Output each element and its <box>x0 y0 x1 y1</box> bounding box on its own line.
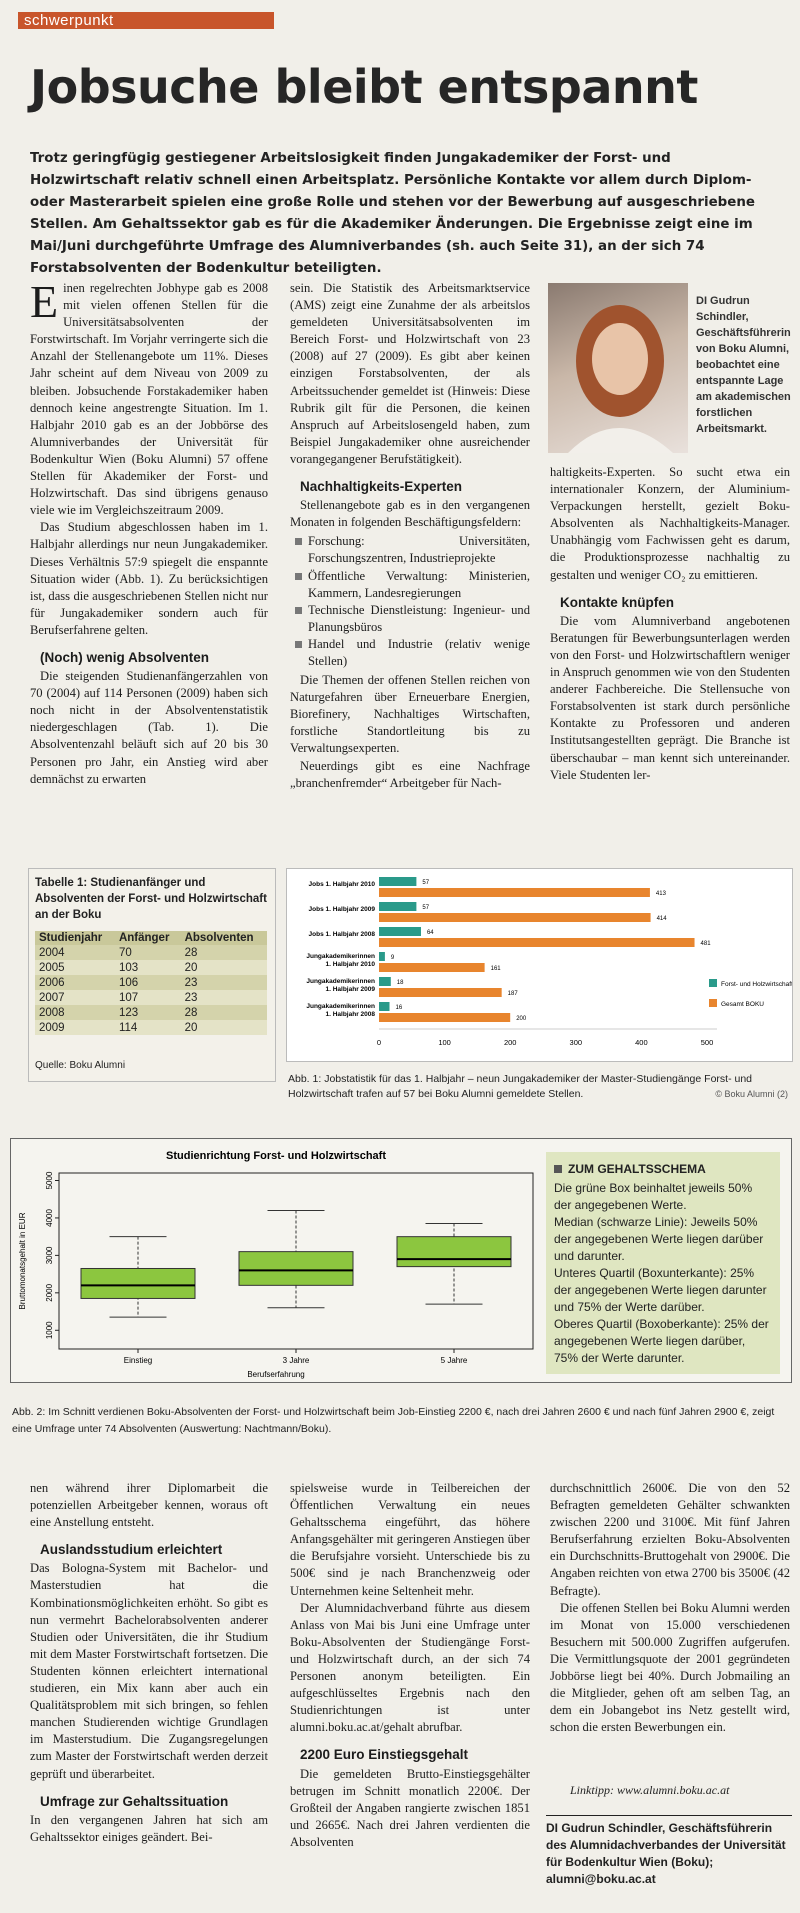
category-label: Jungakademikerinnen 1. Halbjahr 2009 <box>306 978 375 993</box>
data-table <box>35 931 267 1035</box>
info-box-line: Unteres Quartil (Boxunterkante): 25% der angegebenen Werte liegen darunter und 75% der Werte darüber. <box>554 1266 767 1314</box>
tick-label: 200 <box>503 1038 517 1047</box>
bar <box>379 1002 389 1011</box>
table-cell: 20 <box>181 960 267 975</box>
category-label: Einstieg <box>123 1356 153 1365</box>
bar-chart-svg <box>287 869 792 1061</box>
data-label: 481 <box>700 941 711 947</box>
list-item: Technische Dienstleistung: Ingenieur- und Planungsbüros <box>290 602 530 636</box>
table-row <box>35 990 267 1005</box>
legend-swatch <box>709 999 717 1007</box>
link-tip: Linktipp: www.alumni.boku.ac.at <box>570 1783 730 1797</box>
bar <box>379 977 391 986</box>
column-header: Anfänger <box>115 931 181 945</box>
tick-label: 100 <box>438 1038 451 1047</box>
paragraph: Die steigenden Studienanfängerzahlen von 70 (2004) auf 114 Personen (2009) haben sich noch nicht in der Absolventenstatistik niedergeschlagen (Tab. 1). Die Absolventenzahl beläuft sich auf 20 bis 30 Personen pro Jahr, ein Anstieg wird aber demnächst zu erwarten <box>30 669 268 786</box>
category-label: Jungakademikerinnen 1. Halbjahr 2010 <box>306 953 375 968</box>
tick-label: 4000 <box>45 1209 54 1227</box>
bar <box>379 913 651 922</box>
figure-2-caption: Abb. 2: Im Schnitt verdienen Boku-Absolventen der Forst- und Holzwirtschaft beim Job-Einstieg 2200 €, nach drei Jahren 2600 € und nach fünf Jahren 2900 €, zeigt eine Umfrage unter 74 Absolventen (Auswertung: Nachtmann/Boku). <box>12 1406 775 1435</box>
table-row <box>35 975 267 990</box>
data-label: 161 <box>490 966 501 972</box>
table-cell: 23 <box>181 990 267 1005</box>
section-tag: schwerpunkt <box>18 12 274 29</box>
bar <box>379 1013 510 1022</box>
data-label: 413 <box>655 891 666 897</box>
list-item: Handel und Industrie (relativ wenige Stellen) <box>290 636 530 670</box>
article-column-1 <box>30 276 268 788</box>
info-box-line: Die grüne Box beinhaltet jeweils 50% der angegebenen Werte. <box>554 1181 753 1212</box>
category-label: Jungakademikerinnen 1. Halbjahr 2008 <box>306 1003 375 1018</box>
info-box-line: Oberes Quartil (Boxoberkante): 25% der angegebenen Werte liegen darüber, 75% der Werte darunter. <box>554 1317 769 1365</box>
tick-label: 400 <box>635 1038 648 1047</box>
category-label: Jobs 1. Halbjahr 2010 <box>308 881 375 888</box>
data-label: 200 <box>516 1016 527 1022</box>
table-cell: 2006 <box>35 975 115 990</box>
caption-text: Abb. 1: Jobstatistik für das 1. Halbjahr – neun Jungakademiker der Master-Studiengänge Forst- und Holzwirtschaft trafen auf 57 bei Boku Alumni gemeldete Stellen. <box>288 1073 753 1100</box>
table-cell: 2008 <box>35 1005 115 1020</box>
paragraph: Die gemeldeten Brutto-Einstiegsgehälter betrugen im Schnitt monatlich 2200€. Der Großteil der Angaben rangierte zwischen 1851 und 2665€. Nach drei Jahren verdienten die Absolventen <box>290 1766 530 1849</box>
table-row <box>35 960 267 975</box>
bar <box>379 888 650 897</box>
bar <box>379 877 416 886</box>
table-cell: 70 <box>115 945 181 960</box>
table-cell: 103 <box>115 960 181 975</box>
paragraph: durchschnittlich 2600€. Die von den 52 Befragten gemeldeten Gehälter schwankten zwischen 2200 und 3100€. Mit fünf Jahren Berufserfahrung erzielten Boku-Absolventen ein Durchschnitts-Bruttogehalt von 2900€. Die Angaben reichten von etwa 2700 bis 3500€ (42 Befragte). <box>550 1481 790 1598</box>
job-statistics-chart <box>286 868 793 1062</box>
table-cell: 2009 <box>35 1020 115 1035</box>
list-item: Öffentliche Verwaltung: Ministerien, Kammern, Landesregierungen <box>290 568 530 602</box>
paragraph: spielsweise wurde in Teilbereichen der Öffentlichen Verwaltung ein neues Gehaltsschema eingeführt, das höhere Anfangsgehälter mit geringeren Anstiegen über die Berufsjahre vorsieht. Unterschiede bis zu 500€ sind je nach Branchenzweig oder Unternehmen keine Seltenheit mehr. <box>290 1481 530 1598</box>
box-plot-svg <box>11 1139 541 1382</box>
salary-info-box <box>546 1152 780 1374</box>
box <box>397 1237 511 1267</box>
bar <box>379 902 416 911</box>
paragraph: Neuerdings gibt es eine Nachfrage „branchenfremder“ Arbeitgeber für Nach- <box>290 758 530 790</box>
table-cell: 107 <box>115 990 181 1005</box>
table-source: Quelle: Boku Alumni <box>35 1060 126 1071</box>
paragraph: In den vergangenen Jahren hat sich am Gehaltssektor einiges geändert. Bei- <box>30 1812 268 1844</box>
data-label: 57 <box>422 905 430 911</box>
chart-title: Studienrichtung Forst- und Holzwirtschaft <box>166 1150 386 1162</box>
category-label: 3 Jahre <box>282 1356 310 1365</box>
paragraph: haltigkeits-Experten. So sucht etwa ein internationaler Konzern, der Aluminium-Verpackungen herstellt, gezielt Boku-Absolventen als Nachhaltigkeits-Manager. Unabhängig vom Fachwissen geht es darum, die Produktionsprozesse nachhaltig zu gestalten und weniger CO₂ zu emittieren. <box>550 465 790 582</box>
paragraph: Die vom Alumniverband angebotenen Beratungen für Bewerbungsunterlagen werden von den Forst- und Holzwirtschaftlern weniger in Anspruch genommen wie von den Studenten anderer Fachbereiche. Die Stellensuche von Forstabsolventen ist stark durch persönliche Kontakte zu Professoren und anderen Institutsangestellten geprägt. Die Branche ist überschaubar – man kennt sich untereinander. Viele Studenten ler- <box>550 613 790 782</box>
subheading: Kontakte knüpfen <box>560 594 675 610</box>
category-label: 5 Jahre <box>440 1356 468 1365</box>
tick-label: 2000 <box>45 1283 54 1302</box>
image-credit: © Boku Alumni (2) <box>715 1089 788 1099</box>
paragraph: Der Alumnidachverband führte aus diesem Anlass von Mai bis Juni eine Umfrage unter Boku-Absolventen der Studiengänge Forst- und Holzwirtschaft durch, an der sich 74 Personen anonym beteiligten. Ein aufgeschlüsseltes Ergebnis nach den Studienrichtungen ist unter alumni.boku.ac.at/gehalt abrufbar. <box>290 1600 530 1735</box>
bar <box>379 988 502 997</box>
article-column-2 <box>290 280 530 792</box>
subheading: Auslandsstudium erleichtert <box>40 1542 223 1558</box>
paragraph: sein. Die Statistik des Arbeitsmarktservice (AMS) zeigt eine Zunahme der als arbeitslos gemeldeten Universitätsabsolventen im Bereich Forst- und Holzwirtschaft von 23 (2008) auf 27 (2009). Es gibt aber keinen einzigen Forstabsolventen, der als Arbeitssuchender gemeldet ist (Hinweis: Diese Rubrik gilt für die Personen, die keinen Anspruch auf Arbeitslosengeld haben, zum Beispiel Jungakademiker ohne ausreichender vorangegangener Berufstätigkeit). <box>290 281 530 466</box>
table-cell: 28 <box>181 1005 267 1020</box>
category-label: Jobs 1. Halbjahr 2009 <box>308 906 375 913</box>
data-label: 16 <box>395 1005 403 1011</box>
table-row <box>35 1020 267 1035</box>
legend-swatch <box>709 979 717 987</box>
info-box-line: Median (schwarze Linie): Jeweils 50% der angegebenen Werte liegen darüber und darunter. <box>554 1215 764 1263</box>
paragraph: nen während ihrer Diplomarbeit die potenziellen Arbeitgeber kennen, woraus oft eine Anstellung entsteht. <box>30 1481 268 1530</box>
tick-label: 0 <box>376 1038 382 1047</box>
column-header: Absolventen <box>181 931 267 945</box>
author-info: DI Gudrun Schindler, Geschäftsführerin des Alumnidachverbandes der Universität für Bodenkultur Wien (Boku); alumni@boku.ac.at <box>546 1815 792 1888</box>
table-cell: 114 <box>115 1020 181 1035</box>
bar <box>379 963 485 972</box>
bar <box>379 927 421 936</box>
lead-paragraph: Trotz geringfügig gestiegener Arbeitslosigkeit finden Jungakademiker der Forst- und Holzwirtschaft relativ schnell einen Arbeitsplatz. Persönliche Kontakte vor allem durch Diplom- oder Masterarbeit spielen eine große Rolle und stehen vor der Bewerbung auf ausgeschriebene Stellen. Am Gehaltssektor gab es für die Akademiker Änderungen. Die Ergebnisse zeigt eine im Mai/Juni durchgeführte Umfrage des Alumniverbandes (sh. auch Seite 31), an der sich 74 Forstabsolventen der Bodenkultur beteiligten. <box>30 151 755 276</box>
data-label: 187 <box>507 991 518 997</box>
box <box>239 1252 353 1286</box>
article-column-5 <box>290 1480 530 1851</box>
x-axis-label: Berufserfahrung <box>247 1370 305 1379</box>
table-row <box>35 945 267 960</box>
photo-caption: DI Gudrun Schindler, Geschäftsführerin von Boku Alumni, beobachtet eine entspannte Lage am akademischen forstlichen Arbeitsmarkt. <box>696 295 791 435</box>
info-box-title: ZUM GEHALTSSCHEMA <box>554 1162 772 1176</box>
category-label: Jobs 1. Halbjahr 2008 <box>308 931 375 938</box>
table-cell: 20 <box>181 1020 267 1035</box>
subheading: (Noch) wenig Absolventen <box>40 649 210 665</box>
headline: Jobsuche bleibt entspannt <box>30 60 698 114</box>
subheading: Umfrage zur Gehaltssituation <box>40 1793 229 1809</box>
paragraph: inen regelrechten Jobhype gab es 2008 mit vielen offenen Stellen für die Universitätsabsolventen der Forstwirtschaft. Im Vorjahr verringerte sich die Anzahl der Stellenangebote um 11%. Dieses Jahr scheint auf dem Niveau von 2009 zu bleiben. Jobsuchende Forstakademiker haben dennoch keine angestrengte Situation. Im 1. Halbjahr 2010 gab es an der Jobbörse des Alumniverbandes der Universität für Bodenkultur Wien (Boku Alumni) 57 offene Stellen für Akademiker der Forst- und Holzwirtschaft. Das sind übrigens genauso viele wie im Vergleichszeitraum 2009. <box>30 281 268 518</box>
tick-label: 500 <box>700 1038 714 1047</box>
subheading: Nachhaltigkeits-Experten <box>300 479 463 495</box>
paragraph: Die offenen Stellen bei Boku Alumni werden im Monat von 15.000 verschiedenen Besuchern mit 500.000 Zugriffen aufgerufen. Die Vermittlungsquote der 2001 gegründeten Jobbörse liegt bei 40%. Durch Jobmailing an die Mitglieder, gehen oft am selben Tag, an dem ein Jobangebot ins Netz gestellt wird, schon die ersten Bewerbungen ein. <box>550 1600 790 1735</box>
data-label: 414 <box>656 916 667 922</box>
data-label: 64 <box>426 930 434 936</box>
table-title: Tabelle 1: Studienanfänger und Absolventen der Forst- und Holzwirtschaft an der Boku <box>35 877 267 921</box>
subheading: 2200 Euro Einstiegsgehalt <box>300 1747 469 1763</box>
table-cell: 28 <box>181 945 267 960</box>
table-cell: 123 <box>115 1005 181 1020</box>
bar <box>379 938 695 947</box>
table-row <box>35 1005 267 1020</box>
data-label: 57 <box>422 880 430 886</box>
table-cell: 2007 <box>35 990 115 1005</box>
paragraph: Stellenangebote gab es in den vergangenen Monaten in folgenden Beschäftigungsfeldern: <box>290 498 530 530</box>
column-header: Studienjahr <box>35 931 115 945</box>
article-column-4 <box>30 1480 268 1846</box>
data-label: 9 <box>390 955 395 961</box>
tick-label: 5000 <box>45 1171 54 1190</box>
figure-1-caption <box>288 1072 788 1102</box>
article-column-6 <box>550 1480 790 1736</box>
y-axis-label: Bruttomonatsgehalt in EUR <box>18 1212 27 1310</box>
box <box>81 1268 195 1298</box>
list-item: Forschung: Universitäten, Forschungszentren, Industrieprojekte <box>290 533 530 567</box>
article-column-3 <box>550 464 790 784</box>
legend-entry: Gesamt BOKU <box>721 1001 764 1008</box>
paragraph: Das Bologna-System mit Bachelor- und Masterstudien hat die Kombinationsmöglichkeiten erhöht. So gibt es nun vermehrt Bachelorabsolventen anderer Studien oder Universitäten, die ihr Studium mit dem Master Forstwirtschaft fortsetzen. Die Studenten können erleichtert international studieren, ein Mix kann aber auch ein Qualitätsproblem mit sich bringen, so fehlen manchen Studierenden wichtige Grundlagen im Masterstudium. Die Zugangsregelungen zum Master der Forstwirtschaft werden derzeit geprüft und überarbeitet. <box>30 1561 268 1781</box>
dropcap: E <box>30 276 59 327</box>
data-label: 18 <box>396 980 404 986</box>
legend-entry: Forst- und Holzwirtschaft <box>721 981 792 988</box>
table-cell: 106 <box>115 975 181 990</box>
paragraph: Die Themen der offenen Stellen reichen von Naturgefahren über Erneuerbare Energien, Biorefinery, Nachhaltiges Wirtschaften, forstliche Standortleitung bis zu Verwaltungsexperten. <box>290 673 530 756</box>
table-cell: 2005 <box>35 960 115 975</box>
bar <box>379 952 385 961</box>
table-1 <box>28 868 276 1082</box>
field-list <box>290 533 530 670</box>
table-cell: 23 <box>181 975 267 990</box>
tick-label: 300 <box>569 1038 583 1047</box>
tick-label: 3000 <box>45 1246 54 1265</box>
paragraph: Das Studium abgeschlossen haben im 1. Halbjahr allerdings nur neun Jungakademiker. Dieses Verhältnis 57:9 spiegelt die enspannte Situation wider (Abb. 1). Zu berücksichtigen ist, dass die ausgeschriebenen Stellen nicht nur für Jungakademiker sondern auch für Berufserfahrene gelten. <box>30 520 268 637</box>
table-cell: 2004 <box>35 945 115 960</box>
tick-label: 1000 <box>45 1321 54 1340</box>
author-photo <box>548 283 688 453</box>
